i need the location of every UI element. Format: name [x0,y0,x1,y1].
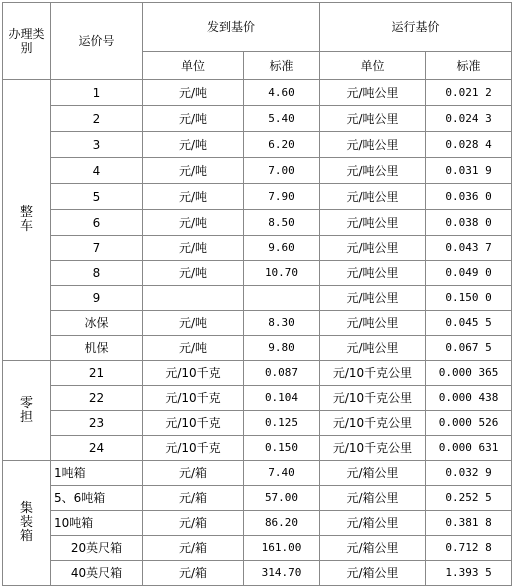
cell-arrival-unit: 元/箱 [143,461,244,486]
table-row [3,184,512,210]
cell-rate-no: 机保 [51,336,143,361]
cell-rate-no: 2 [51,106,143,132]
cell-arrival-standard: 9.60 [244,236,320,261]
table-row [3,336,512,361]
cell-arrival-standard: 7.90 [244,184,320,210]
cell-arrival-unit: 元/吨 [143,311,244,336]
category-whole-car [3,80,51,361]
cell-rate-no: 23 [51,411,143,436]
cell-arrival-unit: 元/箱 [143,536,244,561]
cell-running-unit: 元/箱公里 [320,561,426,586]
cell-rate-no: 8 [51,261,143,286]
table-row [3,361,512,386]
cell-arrival-unit: 元/吨 [143,261,244,286]
header-running-standard: 标准 [426,52,512,80]
header-arrival-unit: 单位 [143,52,244,80]
cell-arrival-standard: 4.60 [244,80,320,106]
cell-running-unit: 元/吨公里 [320,311,426,336]
cell-running-standard: 0.381 8 [426,511,512,536]
cell-running-unit: 元/10千克公里 [320,386,426,411]
table-row [3,311,512,336]
cell-rate-no: 3 [51,132,143,158]
table-row [3,158,512,184]
cell-arrival-standard: 10.70 [244,261,320,286]
cell-running-standard: 0.000 365 [426,361,512,386]
table-row [3,386,512,411]
cell-running-unit: 元/箱公里 [320,536,426,561]
cell-rate-no: 40英尺箱 [51,561,143,586]
cell-arrival-standard: 57.00 [244,486,320,511]
header-row-1 [3,3,512,52]
cell-running-standard: 0.036 0 [426,184,512,210]
cell-arrival-standard: 7.00 [244,158,320,184]
cell-running-standard: 0.252 5 [426,486,512,511]
cell-rate-no: 7 [51,236,143,261]
cell-arrival-standard: 0.125 [244,411,320,436]
cell-rate-no: 1吨箱 [51,461,143,486]
table-row [3,286,512,311]
header-rate-no: 运价号 [51,3,143,80]
table-row [3,106,512,132]
category-char: 零 [19,395,33,411]
cell-running-unit: 元/10千克公里 [320,361,426,386]
cell-arrival-unit: 元/吨 [143,184,244,210]
cell-arrival-unit: 元/10千克 [143,436,244,461]
cell-rate-no: 24 [51,436,143,461]
header-arrival-standard: 标准 [244,52,320,80]
cell-arrival-standard: 161.00 [244,536,320,561]
table-row [3,561,512,586]
cell-running-standard: 0.000 526 [426,411,512,436]
cell-rate-no: 5 [51,184,143,210]
cell-arrival-unit: 元/10千克 [143,361,244,386]
cell-running-unit: 元/箱公里 [320,511,426,536]
cell-rate-no: 5、6吨箱 [51,486,143,511]
cell-arrival-standard: 0.150 [244,436,320,461]
cell-arrival-unit: 元/吨 [143,106,244,132]
cell-arrival-standard: 6.20 [244,132,320,158]
table-row [3,236,512,261]
cell-arrival-unit: 元/箱 [143,511,244,536]
cell-running-standard: 0.067 5 [426,336,512,361]
table-row [3,436,512,461]
cell-arrival-unit: 元/箱 [143,561,244,586]
cell-arrival-standard: 7.40 [244,461,320,486]
table-row [3,486,512,511]
cell-running-standard: 0.150 0 [426,286,512,311]
cell-running-standard: 0.028 4 [426,132,512,158]
cell-running-unit: 元/箱公里 [320,486,426,511]
cell-arrival-standard: 8.50 [244,210,320,236]
cell-rate-no: 9 [51,286,143,311]
category-container [3,461,51,586]
cell-running-standard: 0.043 7 [426,236,512,261]
cell-arrival-standard [244,286,320,311]
table-row [3,261,512,286]
cell-running-unit: 元/吨公里 [320,236,426,261]
cell-running-unit: 元/吨公里 [320,106,426,132]
cell-rate-no: 6 [51,210,143,236]
cell-arrival-unit [143,286,244,311]
cell-rate-no: 10吨箱 [51,511,143,536]
cell-running-unit: 元/吨公里 [320,286,426,311]
cell-running-standard: 1.393 5 [426,561,512,586]
cell-running-standard: 0.038 0 [426,210,512,236]
header-running-base: 运行基价 [320,3,512,52]
cell-rate-no: 4 [51,158,143,184]
table-row [3,132,512,158]
cell-arrival-standard: 0.104 [244,386,320,411]
cell-running-standard: 0.024 3 [426,106,512,132]
cell-arrival-unit: 元/吨 [143,132,244,158]
cell-arrival-unit: 元/吨 [143,236,244,261]
category-less-than-carload [3,361,51,461]
category-char: 担 [19,409,33,425]
cell-arrival-unit: 元/箱 [143,486,244,511]
cell-running-standard: 0.021 2 [426,80,512,106]
table-row [3,511,512,536]
cell-arrival-unit: 元/10千克 [143,411,244,436]
cell-rate-no: 冰保 [51,311,143,336]
cell-running-unit: 元/箱公里 [320,461,426,486]
cell-rate-no: 22 [51,386,143,411]
category-char: 整 [19,205,33,220]
cell-arrival-unit: 元/吨 [143,80,244,106]
cell-rate-no: 21 [51,361,143,386]
cell-running-standard: 0.049 0 [426,261,512,286]
cell-running-unit: 元/吨公里 [320,336,426,361]
cell-arrival-unit: 元/吨 [143,210,244,236]
table-row [3,210,512,236]
cell-running-unit: 元/吨公里 [320,261,426,286]
table-row [3,536,512,561]
header-arrival-base: 发到基价 [143,3,320,52]
cell-arrival-standard: 86.20 [244,511,320,536]
cell-arrival-unit: 元/吨 [143,158,244,184]
table-row [3,461,512,486]
category-char: 集 [19,501,33,516]
cell-arrival-standard: 9.80 [244,336,320,361]
cell-running-standard: 0.032 9 [426,461,512,486]
table-row [3,411,512,436]
cell-rate-no: 1 [51,80,143,106]
header-category: 办理类别 [3,3,51,80]
category-char: 箱 [19,529,33,544]
cell-running-unit: 元/吨公里 [320,158,426,184]
cell-arrival-standard: 0.087 [244,361,320,386]
rate-table [2,2,512,586]
cell-running-unit: 元/吨公里 [320,80,426,106]
cell-arrival-standard: 314.70 [244,561,320,586]
cell-arrival-standard: 5.40 [244,106,320,132]
cell-running-standard: 0.712 8 [426,536,512,561]
cell-running-unit: 元/吨公里 [320,184,426,210]
category-char: 装 [19,515,33,530]
cell-running-unit: 元/10千克公里 [320,411,426,436]
cell-running-standard: 0.031 9 [426,158,512,184]
cell-arrival-unit: 元/10千克 [143,386,244,411]
cell-running-standard: 0.045 5 [426,311,512,336]
cell-running-standard: 0.000 631 [426,436,512,461]
cell-rate-no: 20英尺箱 [51,536,143,561]
cell-arrival-standard: 8.30 [244,311,320,336]
cell-running-unit: 元/吨公里 [320,132,426,158]
cell-arrival-unit: 元/吨 [143,336,244,361]
category-char: 车 [19,219,33,234]
cell-running-unit: 元/10千克公里 [320,436,426,461]
cell-running-unit: 元/吨公里 [320,210,426,236]
cell-running-standard: 0.000 438 [426,386,512,411]
table-row [3,80,512,106]
header-running-unit: 单位 [320,52,426,80]
